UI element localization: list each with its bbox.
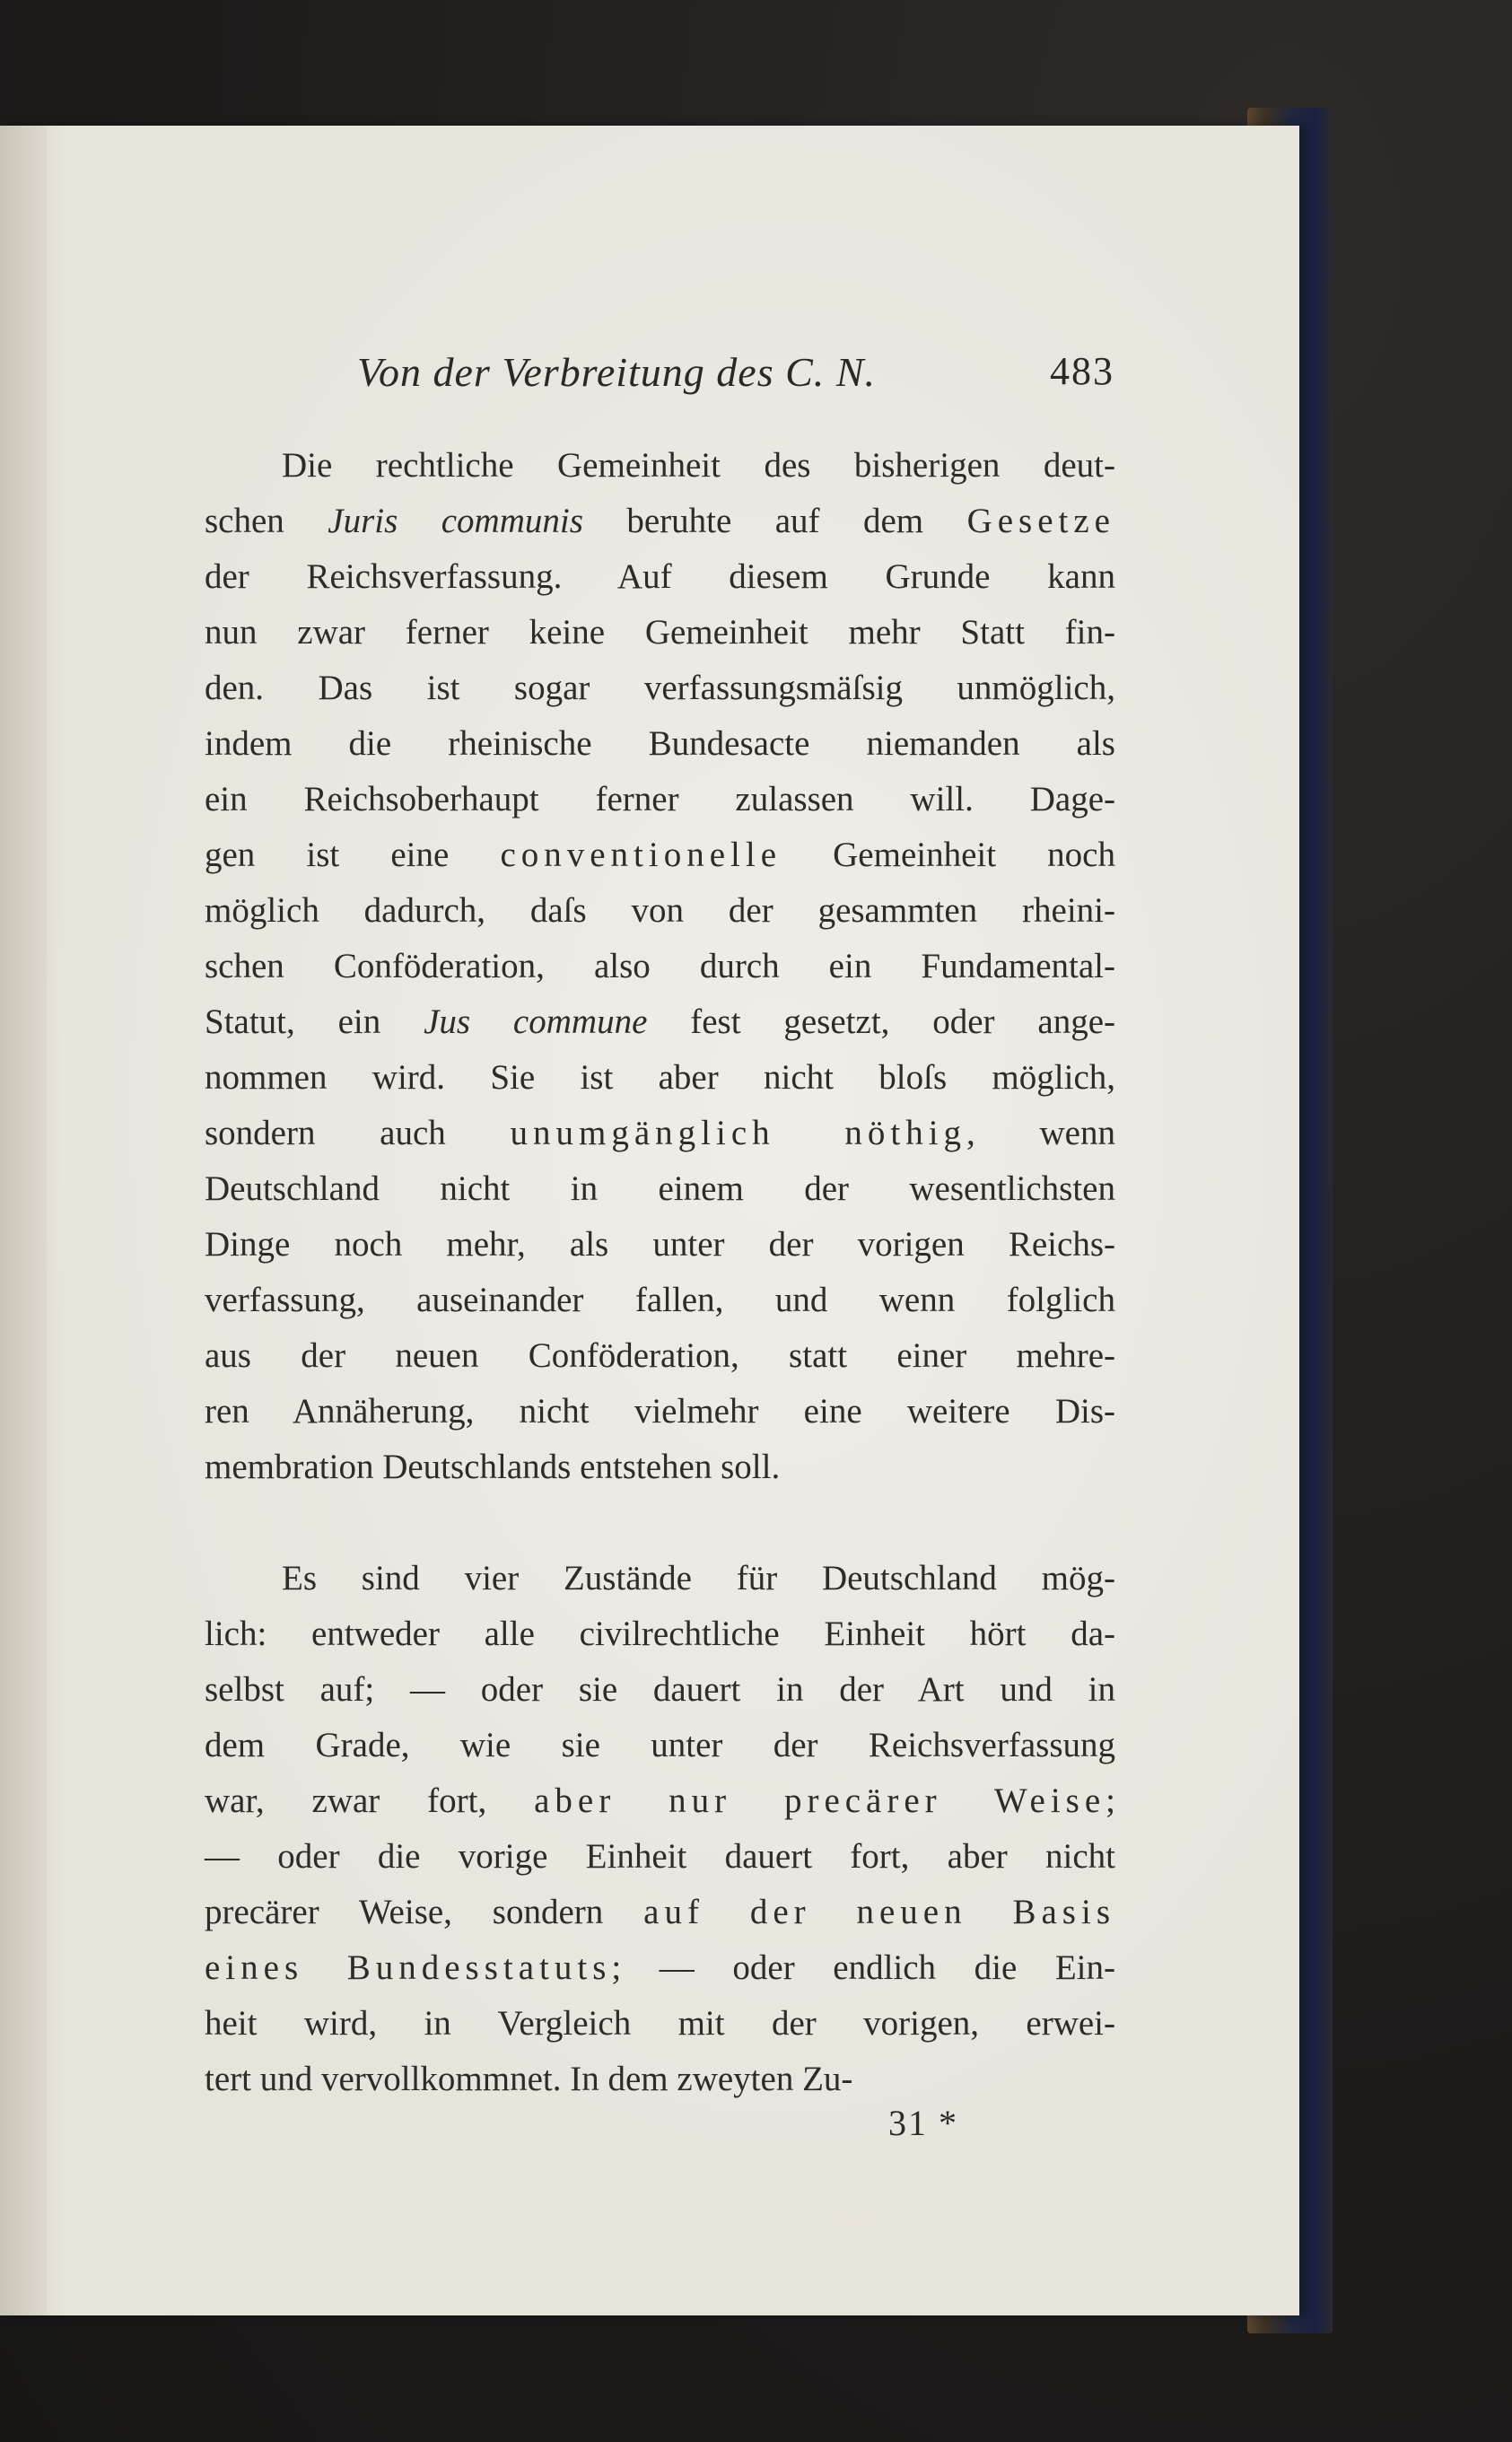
text-line: dem Grade, wie sie unter der Reichsverfassung (205, 1726, 1115, 1764)
italic-latin-term: Jus commune (424, 1002, 648, 1041)
text-line: membration Deutschlands entstehen soll. (205, 1448, 781, 1486)
spaced-emphasis: auf der neuen Basis (643, 1893, 1115, 1931)
text-line: war, zwar fort, aber nur precärer Weise; (205, 1781, 1115, 1820)
text-line: schen Juris communis beruhte auf dem Gesetze (205, 502, 1115, 540)
text-line: — oder die vorige Einheit dauert fort, aber nicht (205, 1837, 1115, 1876)
signature-mark: 31 * (888, 2103, 958, 2143)
text-line: eines Bundesstatuts; — oder endlich die Ein- (205, 1948, 1115, 1987)
text-line: tert und vervollkommnet. In dem zweyten Zu- (205, 2060, 853, 2098)
spaced-emphasis: aber nur precärer Weise (534, 1781, 1106, 1820)
spaced-emphasis: unumgänglich nöthig (510, 1114, 967, 1152)
running-head-title: Von der Verbreitung des C. N. (357, 349, 876, 395)
text-line: schen Conföderation, also durch ein Fundamental- (205, 947, 1115, 985)
text-line: Deutschland nicht in einem der wesentlichsten (205, 1169, 1115, 1208)
text-line: Die rechtliche Gemeinheit des bisherigen deut- (282, 446, 1115, 485)
text-line: sondern auch unumgänglich nöthig, wenn (205, 1114, 1115, 1152)
paragraph-2 (205, 1551, 1115, 2107)
text-line: selbst auf; — oder sie dauert in der Art und in (205, 1670, 1115, 1709)
italic-latin-term: Juris communis (328, 502, 583, 540)
spaced-emphasis: Gesetze (966, 502, 1115, 540)
text-line: nun zwar ferner keine Gemeinheit mehr Statt fin- (205, 613, 1115, 652)
page-number: 483 (1050, 349, 1114, 393)
text-line: heit wird, in Vergleich mit der vorigen, erwei- (205, 2004, 1115, 2043)
text-line: ren Annäherung, nicht vielmehr eine weitere Dis- (205, 1392, 1115, 1431)
text-line: den. Das ist sogar verfassungsmäſsig unmöglich, (205, 669, 1115, 707)
text-line: der Reichsverfassung. Auf diesem Grunde kann (205, 557, 1115, 596)
paragraph-1 (205, 438, 1115, 1495)
text-line: verfassung, auseinander fallen, und wenn folglich (205, 1281, 1115, 1319)
text-line: precärer Weise, sondern auf der neuen Basis (205, 1893, 1115, 1931)
text-line: indem die rheinische Bundesacte niemanden als (205, 724, 1115, 763)
text-line: Dinge noch mehr, als unter der vorigen Reichs- (205, 1225, 1115, 1264)
text-line: lich: entweder alle civilrechtliche Einheit hört da- (205, 1615, 1115, 1653)
spaced-emphasis: eines Bundesstatuts (205, 1948, 612, 1987)
text-line: aus der neuen Conföderation, statt einer mehre- (205, 1336, 1115, 1375)
spaced-emphasis: conventionelle (500, 836, 782, 874)
body-text (205, 438, 1115, 2107)
text-line: möglich dadurch, daſs von der gesammten rheini- (205, 891, 1115, 930)
text-line: gen ist eine conventionelle Gemeinheit noch (205, 836, 1115, 874)
running-head (357, 348, 1114, 411)
text-line: nommen wird. Sie ist aber nicht bloſs möglich, (205, 1058, 1115, 1097)
text-line: Es sind vier Zustände für Deutschland mög- (282, 1559, 1115, 1597)
page-gutter-shadow (0, 126, 47, 2315)
text-line: ein Reichsoberhaupt ferner zulassen will. Dage- (205, 780, 1115, 818)
text-line: Statut, ein Jus commune fest gesetzt, oder ange- (205, 1002, 1115, 1041)
